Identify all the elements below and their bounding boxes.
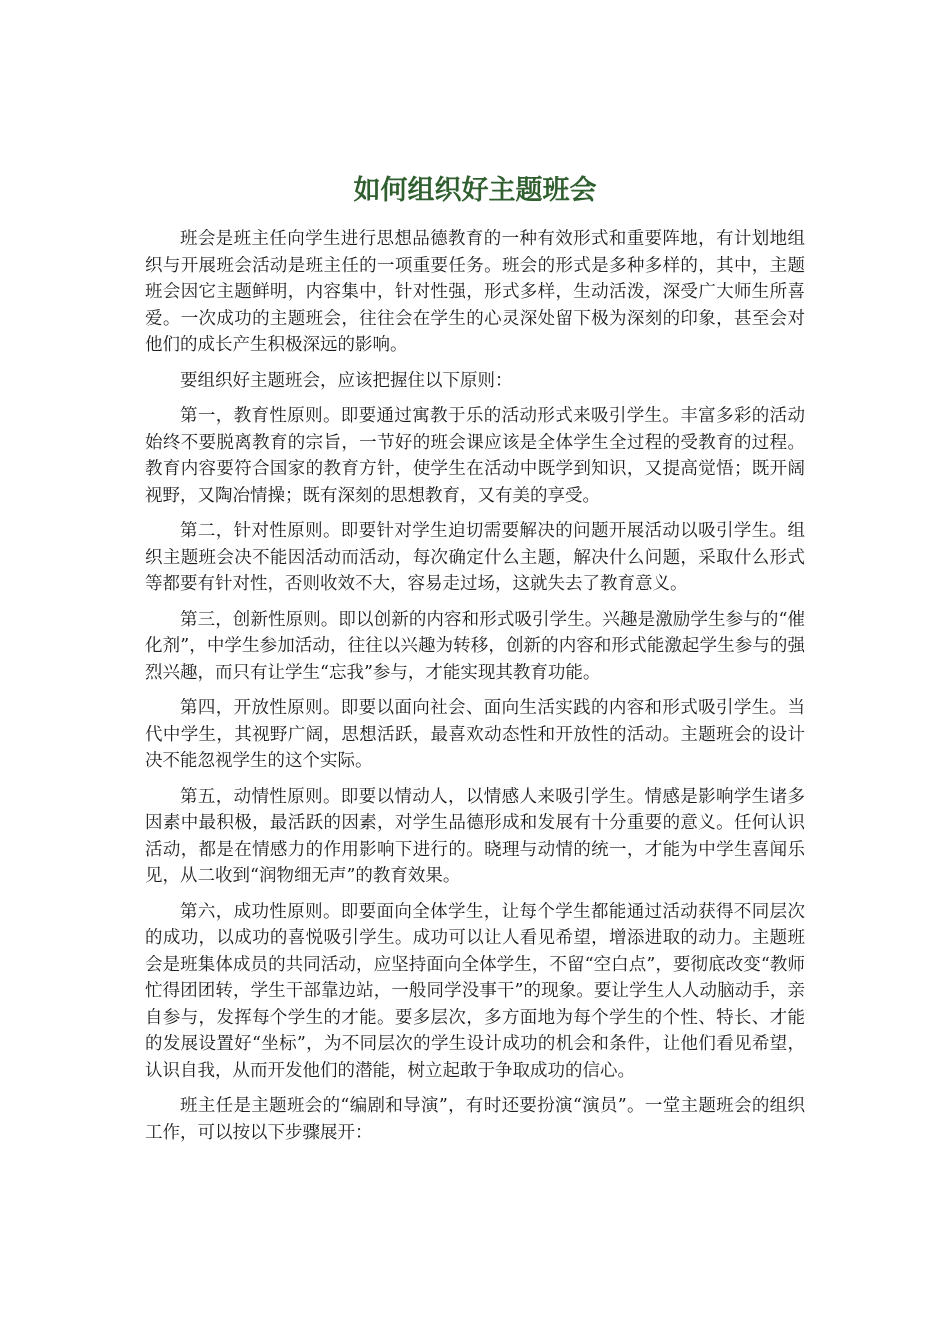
- paragraph-steps-lead: 班主任是主题班会的“编剧和导演”，有时还要扮演“演员”。一堂主题班会的组织工作，可以按以下步骤展开：: [145, 1096, 805, 1143]
- paragraph-principle-5: 第五，动情性原则。即要以情动人，以情感人来吸引学生。情感是影响学生诸多因素中最积极，最活跃的因素，对学生品德形成和发展有十分重要的意义。任何认识活动，都是在情感力的作用影响下进行的。晓理与动情的统一，才能为中学生喜闻乐见，从二收到“润物细无声”的教育效果。: [145, 786, 805, 886]
- paragraph-principle-3: 第三，创新性原则。即以创新的内容和形式吸引学生。兴趣是激励学生参与的“催化剂”，中学生参加活动，往往以兴趣为转移，创新的内容和形式能激起学生参与的强烈兴趣，而只有让学生“忘我”参与，才能实现其教育功能。: [145, 609, 805, 683]
- paragraph-principle-2: 第二，针对性原则。即要针对学生迫切需要解决的问题开展活动以吸引学生。组织主题班会决不能因活动而活动，每次确定什么主题，解决什么问题，采取什么形式等都要有针对性，否则收效不大，容易走过场，这就失去了教育意义。: [145, 521, 805, 594]
- paragraph-intro: 班会是班主任向学生进行思想品德教育的一种有效形式和重要阵地，有计划地组织与开展班会活动是班主任的一项重要任务。班会的形式是多种多样的，其中，主题班会因它主题鲜明，内容集中，针对性强，形式多样，生动活泼，深受广大师生所喜爱。一次成功的主题班会，往往会在学生的心灵深处留下极为深刻的印象，甚至会对他们的成长产生积极深远的影响。: [145, 229, 805, 355]
- document-body: [145, 226, 805, 1155]
- document-title: 如何组织好主题班会: [353, 175, 597, 206]
- paragraph-principle-6: 第六，成功性原则。即要面向全体学生，让每个学生都能通过活动获得不同层次的成功，以成功的喜悦吸引学生。成功可以让人看见希望，增添进取的动力。主题班会是班集体成员的共同活动，应坚持面向全体学生，不留“空白点”，要彻底改变“教师忙得团团转，学生干部靠边站，一般同学没事干”的现象。要让学生人人动脑动手，亲自参与，发挥每个学生的才能。要多层次，多方面地为每个学生的个性、特长、才能的发展设置好“坐标”，为不同层次的学生设计成功的机会和条件，让他们看见希望，认识自我，从而开发他们的潜能，树立起敢于争取成功的信心。: [145, 901, 805, 1081]
- paragraph-principle-1: 第一，教育性原则。即要通过寓教于乐的活动形式来吸引学生。丰富多彩的活动始终不要脱离教育的宗旨，一节好的班会课应该是全体学生全过程的受教育的过程。教育内容要符合国家的教育方针，使学生在活动中既学到知识，又提高觉悟；既开阔视野，又陶冶情操；既有深刻的思想教育，又有美的享受。: [145, 406, 805, 506]
- paragraph-principles-lead: 要组织好主题班会，应该把握住以下原则：: [180, 370, 513, 391]
- paragraph-principle-4: 第四，开放性原则。即要以面向社会、面向生活实践的内容和形式吸引学生。当代中学生，其视野广阔，思想活跃，最喜欢动态性和开放性的活动。主题班会的设计决不能忽视学生的这个实际。: [145, 698, 805, 771]
